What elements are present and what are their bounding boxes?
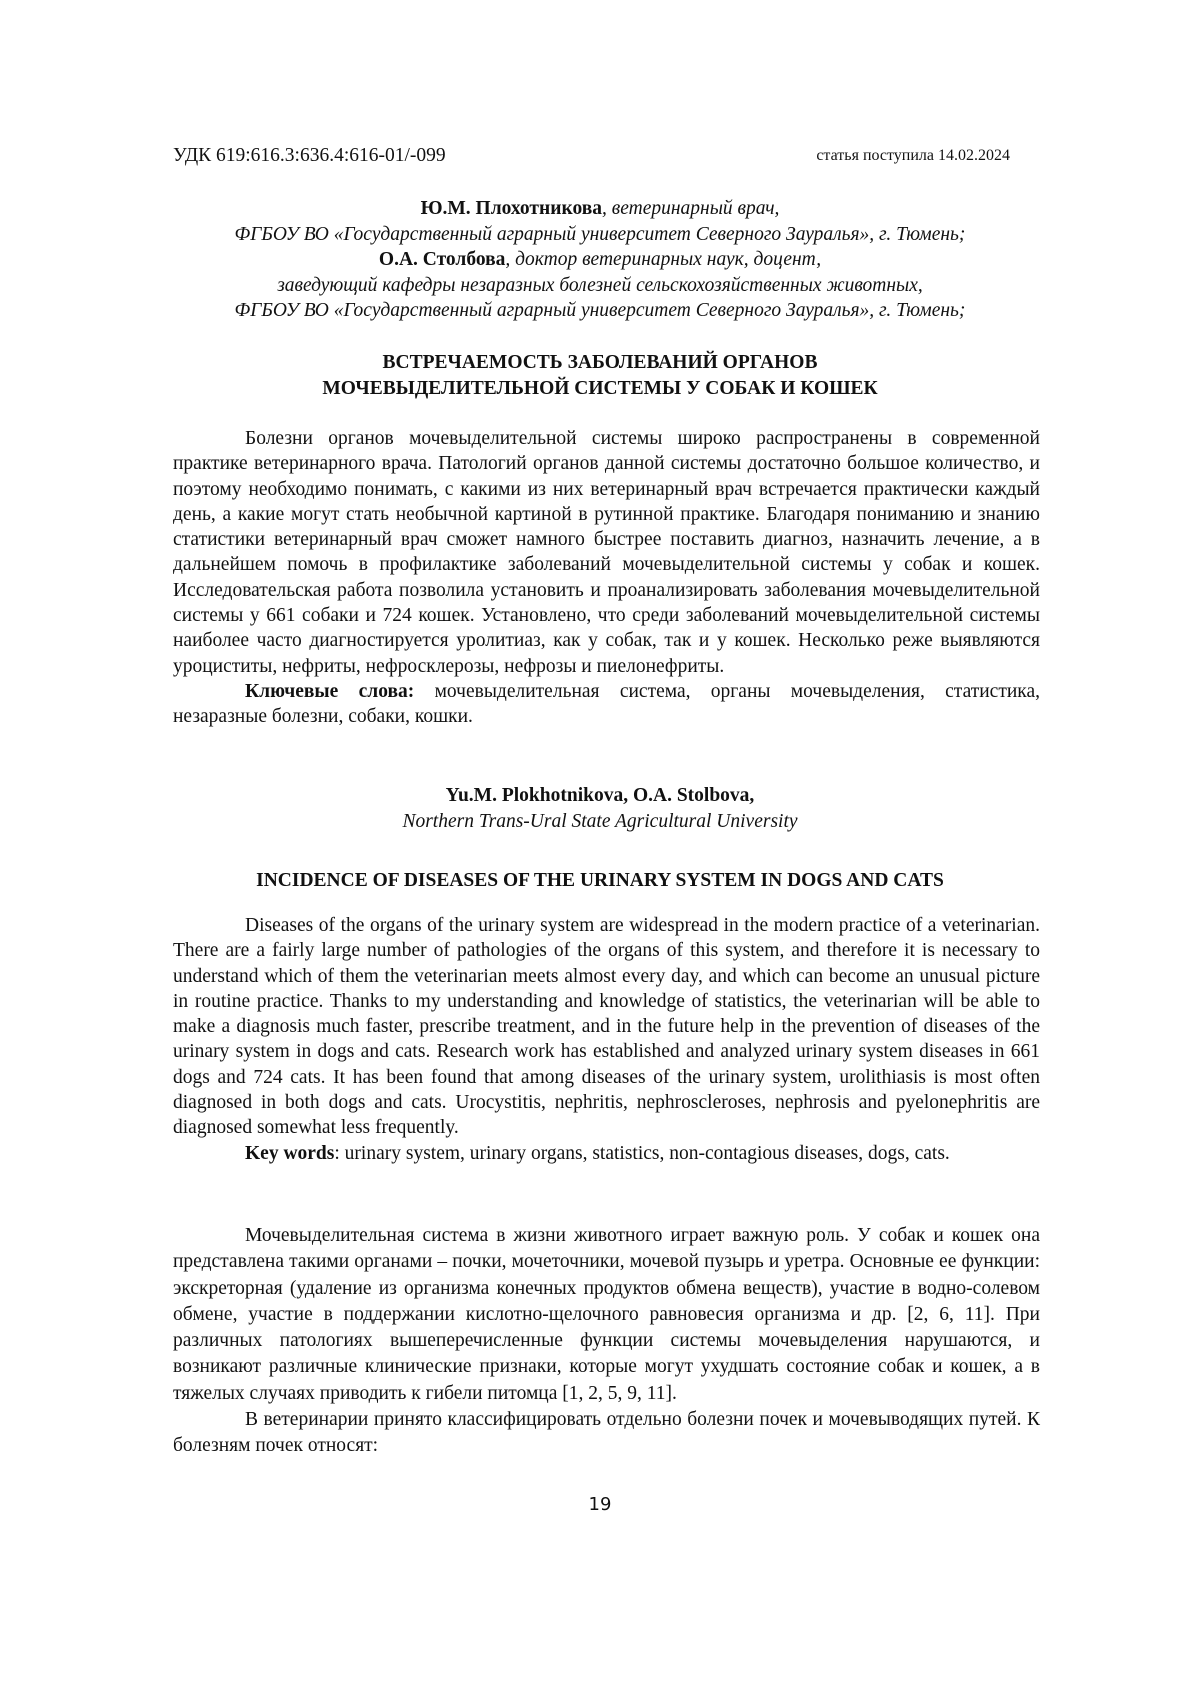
authors-en [150, 783, 1050, 835]
keywords-ru [173, 679, 1040, 730]
title-ru [150, 350, 1050, 402]
author-1-name: Ю.М. Плохотникова [420, 198, 602, 219]
author-1-affiliation: ФГБОУ ВО «Государственный аграрный университет Северного Зауралья», г. Тюмень; [234, 223, 966, 245]
abstract-en-text: Diseases of the organs of the urinary system are widespread in the modern practice of a veterinarian. There are a fairly large number of pathologies of the organs of this system, and therefore it is necessary to understand which of them the veterinarian meets almost every day, and which can become an unusual picture in routine practice. Thanks to my understanding and knowledge of statistics, the veterinarian will be able to make a diagnosis much faster, prescribe treatment, and in the future help in the prevention of diseases of the urinary system in dogs and cats. Research work has established and analyzed urinary system diseases in 661 dogs and 724 cats. It has been found that among diseases of the urinary system, urolithiasis is most often diagnosed in both dogs and cats. Urocystitis, nephritis, nephroscleroses, nephrosis and pyelonephritis are diagnosed somewhat less frequently. [173, 915, 1040, 1139]
body-paragraph-1: Мочевыделительная система в жизни животного играет важную роль. У собак и кошек она представлена такими органами – почки, мочеточники, мочевой пузырь и уретра. Основные ее функции: экскреторная (удаление из организма конечных продуктов обмена веществ), участие в водно-солевом обмене, участие в поддержании кислотно-щелочного равновесия организма и др. [2, 6, 11]. При различных патологиях вышеперечисленные функции системы мочевыделения нарушаются, и возникают различные клинические признаки, которые могут ухудшать состояние собак и кошек, а в тяжелых случаях приводить к гибели питомца [1, 2, 5, 9, 11]. [173, 1225, 1040, 1404]
body-paragraph-2: В ветеринарии принято классифицировать отдельно болезни почек и мочевыводящих путей. К болезням почек относят: [173, 1409, 1040, 1457]
keywords-ru-label: Ключевые слова: [245, 680, 415, 702]
author-2-name: О.А. Столбова [378, 249, 506, 270]
keywords-en-label: Key words [245, 1142, 335, 1164]
keywords-en [173, 1141, 1040, 1166]
author-1-line [150, 196, 1050, 222]
author-1-role: , ветеринарный врач, [602, 198, 780, 219]
abstract-ru [173, 426, 1040, 730]
author-2-department: заведующий кафедры незаразных болезней сельскохозяйственных животных, [277, 274, 923, 296]
author-2-affiliation: ФГБОУ ВО «Государственный аграрный университет Северного Зауралья», г. Тюмень; [234, 300, 966, 321]
abstract-en [173, 913, 1040, 1166]
keywords-ru-text: мочевыделительная система, органы мочевыделения, статистика, незаразные болезни, собаки, кошки. [173, 680, 1040, 728]
page-number: 19 [588, 1494, 612, 1515]
authors-en-names: Yu.M. Plokhotnikova, O.A. Stolbova, [445, 785, 755, 806]
title-ru-line-2: МОЧЕВЫДЕЛИТЕЛЬНОЙ СИСТЕМЫ У СОБАК И КОШЕК [322, 378, 878, 399]
title-en: INCIDENCE OF DISEASES OF THE URINARY SYSTEM IN DOGS AND CATS [256, 870, 944, 891]
title-ru-line-1: ВСТРЕЧАЕМОСТЬ ЗАБОЛЕВАНИЙ ОРГАНОВ [382, 352, 818, 373]
author-2-role: , доктор ветеринарных наук, доцент, [505, 249, 822, 270]
header-row [173, 145, 1010, 171]
udk-code: УДК 619:616.3:636.4:616-01/-099 [173, 145, 446, 166]
abstract-ru-text: Болезни органов мочевыделительной системы широко распространены в современной практике ветеринарного врача. Патологий органов данной системы достаточно большое количество, и поэтому необходимо понимать, с какими из них ветеринарный врач встречается практически каждый день, а какие могут стать необычной картиной в рутинной практике. Благодаря пониманию и знанию статистики ветеринарный врач сможет намного быстрее поставить диагноз, назначить лечение, а в дальнейшем помочь в профилактике заболеваний мочевыделительной системы у собак и кошек. Исследовательская работа позволила установить и проанализировать заболевания мочевыделительной системы у 661 собаки и 724 кошек. Установлено, что среди заболеваний мочевыделительной системы наиболее часто диагностируется уролитиаз, как у собак, так и у кошек. Несколько реже выявляются уроциститы, нефриты, нефросклерозы, нефрозы и пиелонефриты. [173, 428, 1040, 677]
author-2-line [150, 247, 1050, 273]
authors-en-affiliation: Northern Trans-Ural State Agricultural University [402, 811, 798, 832]
keywords-en-text: : urinary system, urinary organs, statistics, non-contagious diseases, dogs, cats. [334, 1142, 950, 1164]
received-date: статья поступила 14.02.2024 [816, 147, 1010, 164]
body-text [173, 1223, 1040, 1460]
authors-ru [150, 196, 1050, 324]
